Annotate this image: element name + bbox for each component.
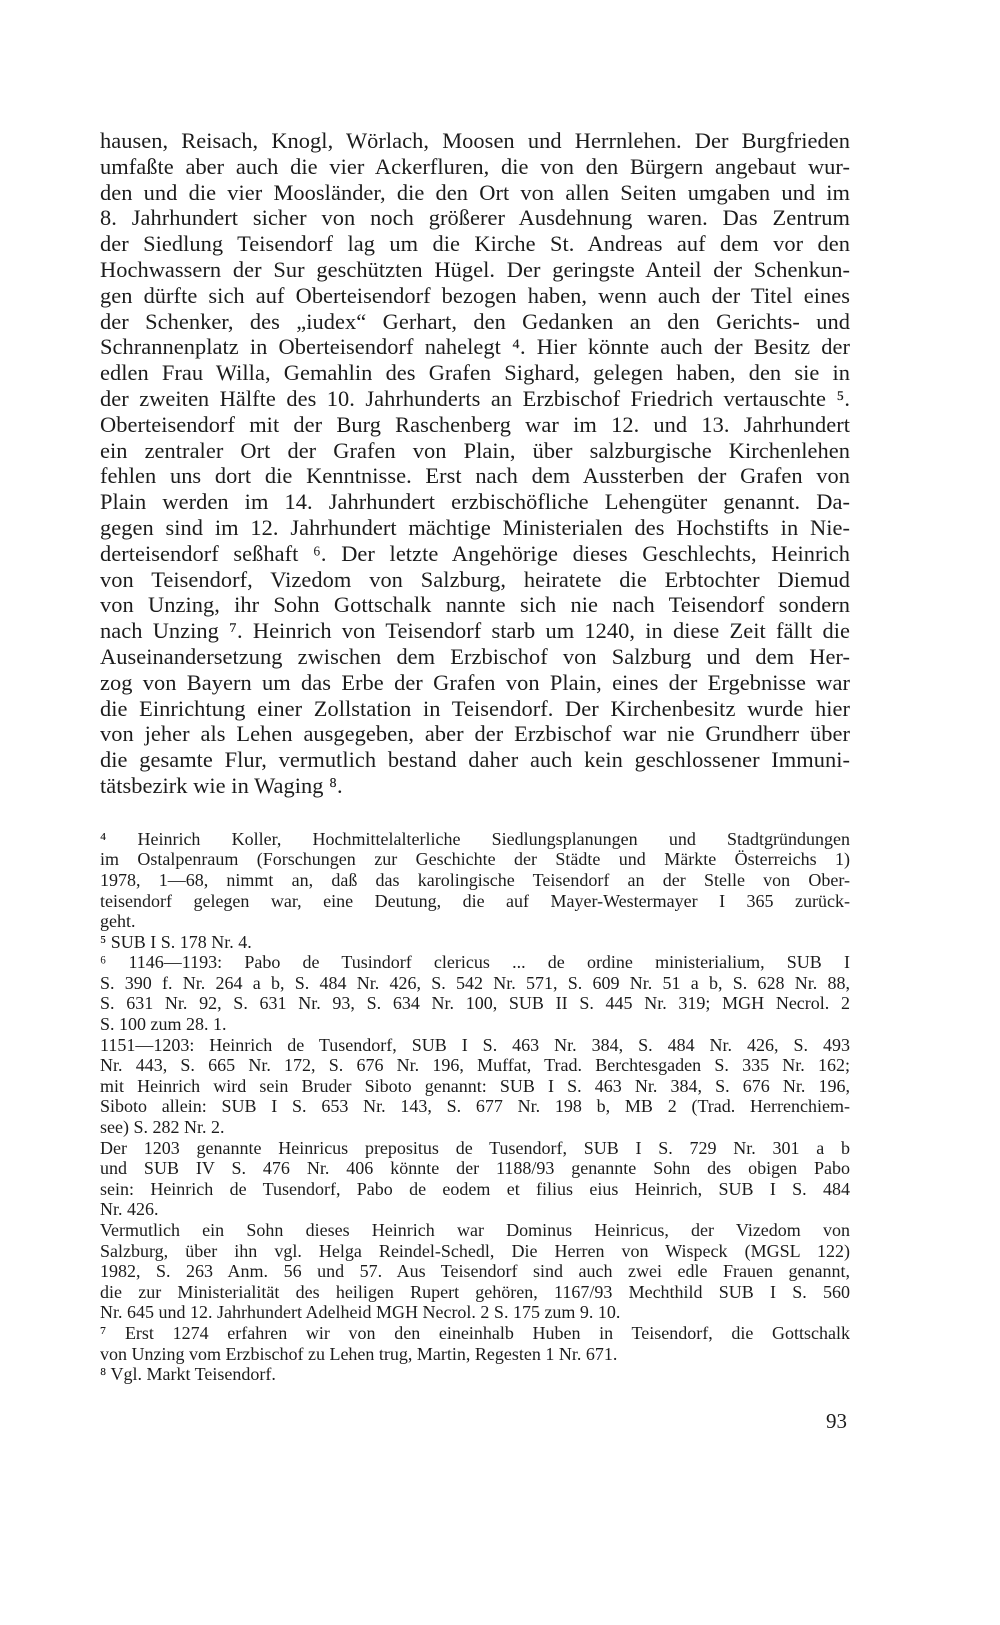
body-line: den und die vier Moosländer, die den Ort von allen Seiten umgaben und im [100, 179, 850, 205]
body-line: der zweiten Hälfte des 10. Jahrhunderts an Erzbischof Friedrich vertauschte ⁵. [100, 385, 850, 411]
footnote-line: 1978, 1—68, nimmt an, daß das karolingische Teisendorf an der Stelle von Ober- [100, 869, 850, 890]
footnote-line: mit Heinrich wird sein Bruder Siboto genannt: SUB I S. 463 Nr. 384, S. 676 Nr. 196, [100, 1075, 850, 1096]
footnote [100, 932, 850, 953]
footnote-line: und SUB IV S. 476 Nr. 406 könnte der 1188/93 genannte Sohn des obigen Pabo [100, 1158, 850, 1179]
footnote-line: sein: Heinrich de Tusendorf, Pabo de eodem et filius eius Heinrich, SUB I S. 484 [100, 1178, 850, 1199]
footnote-line: Nr. 426. [100, 1199, 159, 1220]
footnote-line: ⁴ Heinrich Koller, Hochmittelalterliche Siedlungsplanungen und Stadtgründungen [100, 828, 850, 849]
footnote-line: 1982, S. 263 Anm. 56 und 57. Aus Teisendorf sind auch zwei edle Frauen genannt, [100, 1261, 850, 1282]
body-line: von Teisendorf, Vizedom von Salzburg, heiratete die Erbtochter Diemud [100, 566, 850, 592]
body-line: 8. Jahrhundert sicher von noch größerer Ausdehnung waren. Das Zentrum [100, 205, 850, 231]
footnote-line: 1151—1203: Heinrich de Tusendorf, SUB I S. 463 Nr. 384, S. 484 Nr. 426, S. 493 [100, 1034, 850, 1055]
footnote-line: see) S. 282 Nr. 2. [100, 1117, 225, 1138]
footnote-line: S. 390 f. Nr. 264 a b, S. 484 Nr. 426, S. 542 Nr. 571, S. 609 Nr. 51 a b, S. 628 Nr. 88, [100, 972, 850, 993]
page-number: 93 [826, 1409, 847, 1433]
body-line: der Schenker, des „iudex“ Gerhart, den Gedanken an den Gerichts- und [100, 308, 850, 334]
footnote [100, 1364, 850, 1385]
body-line: von Unzing, ihr Sohn Gottschalk nannte sich nie nach Teisendorf sondern [100, 592, 850, 618]
footnote [100, 829, 850, 932]
body-line: Hochwassern der Sur geschützten Hügel. Der geringste Anteil der Schenkun- [100, 256, 850, 282]
body-line: Auseinandersetzung zwischen dem Erzbischof von Salzburg und dem Her- [100, 643, 850, 669]
body-line: hausen, Reisach, Knogl, Wörlach, Moosen und Herrnlehen. Der Burgfrieden [100, 128, 850, 153]
footnote-line: S. 100 zum 28. 1. [100, 1014, 227, 1035]
page-content [100, 128, 850, 1385]
footnotes [100, 829, 850, 1385]
body-text [100, 128, 850, 799]
footnote [100, 1035, 850, 1138]
footnote-line: im Ostalpenraum (Forschungen zur Geschichte der Städte und Märkte Österreichs 1) [100, 849, 850, 870]
body-line: tätsbezirk wie in Waging ⁸. [100, 772, 343, 798]
footnote-line: ⁶ 1146—1193: Pabo de Tusindorf clericus ... de ordine ministerialium, SUB I [100, 952, 850, 973]
body-line: gegen sind im 12. Jahrhundert mächtige Ministerialen des Hochstifts in Nie- [100, 514, 850, 540]
footnote-line: die zur Ministerialität des heiligen Rupert gehören, 1167/93 Mechthild SUB I S. 560 [100, 1281, 850, 1302]
footnote-line: Nr. 645 und 12. Jahrhundert Adelheid MGH Necrol. 2 S. 175 zum 9. 10. [100, 1302, 621, 1323]
footnote-line: teisendorf gelegen war, eine Deutung, die auf Mayer-Westermayer I 365 zurück- [100, 890, 850, 911]
body-line: die Einrichtung einer Zollstation in Teisendorf. Der Kirchenbesitz wurde hier [100, 695, 850, 721]
body-line: edlen Frau Willa, Gemahlin des Grafen Sighard, gelegen haben, den sie in [100, 360, 850, 386]
body-line: die gesamte Flur, vermutlich bestand daher auch kein geschlossener Immuni- [100, 747, 850, 773]
body-line: umfaßte aber auch die vier Ackerfluren, die von den Bürgern angebaut wur- [100, 153, 850, 179]
footnote-line: Siboto allein: SUB I S. 653 Nr. 143, S. 677 Nr. 198 b, MB 2 (Trad. Herrenchiem- [100, 1096, 850, 1117]
body-line: derteisendorf seßhaft ⁶. Der letzte Angehörige dieses Geschlechts, Heinrich [100, 540, 850, 566]
footnote [100, 1220, 850, 1323]
footnote-line: ⁵ SUB I S. 178 Nr. 4. [100, 931, 252, 952]
footnote-line: S. 631 Nr. 92, S. 631 Nr. 93, S. 634 Nr. 100, SUB II S. 445 Nr. 319; MGH Necrol. 2 [100, 993, 850, 1014]
footnote [100, 1138, 850, 1220]
body-line: der Siedlung Teisendorf lag um die Kirche St. Andreas auf dem vor den [100, 231, 850, 257]
body-line: Oberteisendorf mit der Burg Raschenberg war im 12. und 13. Jahrhundert [100, 411, 850, 437]
body-line: Schrannenplatz in Oberteisendorf nahelegt ⁴. Hier könnte auch der Besitz der [100, 334, 850, 360]
footnote-line: ⁷ Erst 1274 erfahren wir von den eineinhalb Huben in Teisendorf, die Gottschalk [100, 1322, 850, 1343]
footnote-line: Nr. 443, S. 665 Nr. 172, S. 676 Nr. 196, Muffat, Trad. Berchtesgaden S. 335 Nr. 162; [100, 1055, 850, 1076]
body-line: fehlen uns dort die Kenntnisse. Erst nach dem Aussterben der Grafen von [100, 463, 850, 489]
footnote-line: Salzburg, über ihn vgl. Helga Reindel-Schedl, Die Herren von Wispeck (MGSL 122) [100, 1240, 850, 1261]
footnote-line: Der 1203 genannte Heinricus prepositus de Tusendorf, SUB I S. 729 Nr. 301 a b [100, 1137, 850, 1158]
footnote-line: Vermutlich ein Sohn dieses Heinrich war Dominus Heinricus, der Vizedom von [100, 1220, 850, 1240]
footnote [100, 1323, 850, 1364]
body-line: zog von Bayern um das Erbe der Grafen von Plain, eines der Ergebnisse war [100, 669, 850, 695]
footnote [100, 952, 850, 1034]
footnote-line: geht. [100, 911, 136, 932]
footnote-line: ⁸ Vgl. Markt Teisendorf. [100, 1364, 276, 1385]
footnote-line: von Unzing vom Erzbischof zu Lehen trug, Martin, Regesten 1 Nr. 671. [100, 1343, 618, 1364]
body-line: von jeher als Lehen ausgegeben, aber der Erzbischof war nie Grundherr über [100, 721, 850, 747]
body-line: ein zentraler Ort der Grafen von Plain, über salzburgische Kirchenlehen [100, 437, 850, 463]
body-line: gen dürfte sich auf Oberteisendorf bezogen haben, wenn auch der Titel eines [100, 282, 850, 308]
body-line: nach Unzing ⁷. Heinrich von Teisendorf starb um 1240, in diese Zeit fällt die [100, 618, 850, 644]
body-line: Plain werden im 14. Jahrhundert erzbischöfliche Lehengüter genannt. Da- [100, 489, 850, 515]
